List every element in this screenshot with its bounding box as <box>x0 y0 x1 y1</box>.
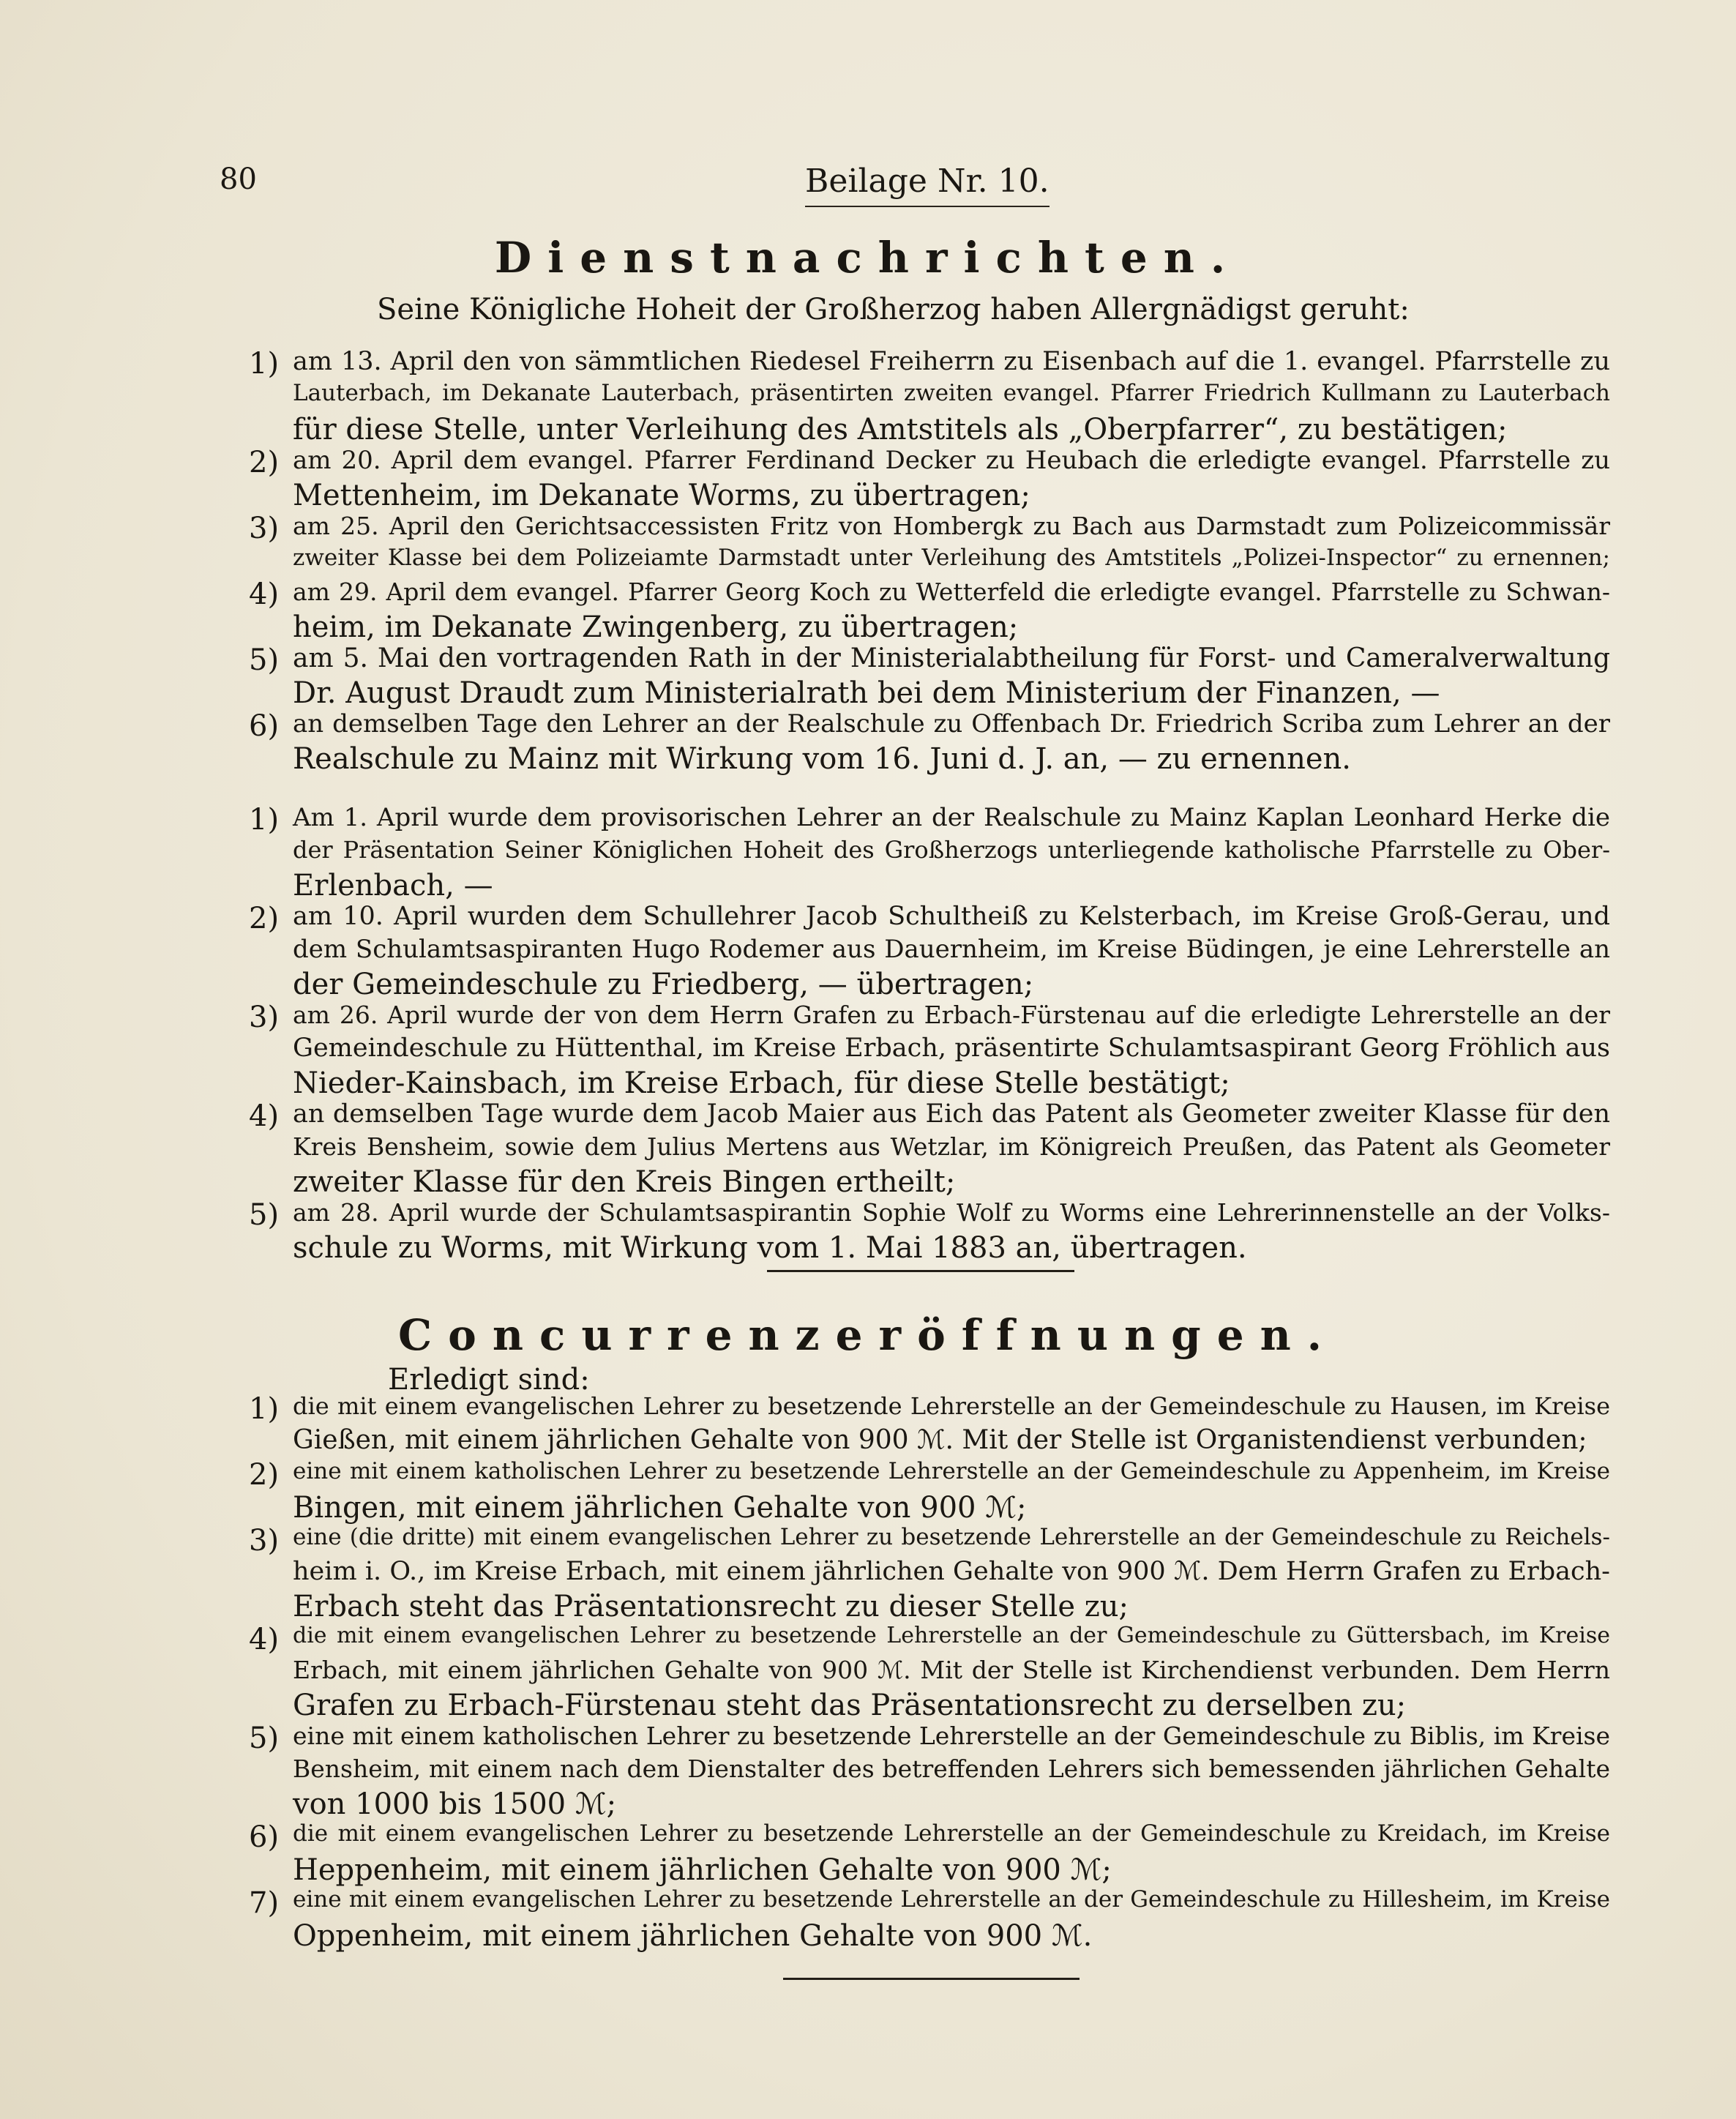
page-number: 80 <box>220 162 257 196</box>
item-line: zweiter Klasse bei dem Polizeiamte Darmstadt unter Verleihung des Amtstitels „Polizei-Inspector“ zu ernennen; <box>293 545 1610 571</box>
item-line: am 5. Mai den vortragenden Rath in der Ministerialabtheilung für Forst- und Cameralverwaltung <box>293 643 1610 673</box>
item-number: 6) <box>249 709 280 743</box>
item-line: eine mit einem katholischen Lehrer zu besetzende Lehrerstelle an der Gemeindeschule zu Appenheim, im Kreise <box>293 1458 1610 1484</box>
item-line: am 28. April wurde der Schulamtsaspirantin Sophie Wolf zu Worms eine Lehrerinnenstelle an der Volks- <box>293 1198 1610 1227</box>
item-number: 5) <box>249 1722 280 1755</box>
item-line: Dr. August Draudt zum Ministerialrath bei dem Ministerium der Finanzen, — <box>293 676 1440 710</box>
item-line: am 10. April wurden dem Schullehrer Jacob Schultheiß zu Kelsterbach, im Kreise Groß-Gerau, und <box>293 902 1610 931</box>
item-number: 3) <box>249 1524 280 1558</box>
item-number: 4) <box>249 1099 280 1133</box>
item-number: 7) <box>249 1886 280 1920</box>
item-line: eine mit einem katholischen Lehrer zu besetzende Lehrerstelle an der Gemeindeschule zu Biblis, im Kreise <box>293 1722 1610 1750</box>
item-line: Oppenheim, mit einem jährlichen Gehalte von 900 ℳ. <box>293 1919 1093 1953</box>
item-line: Realschule zu Mainz mit Wirkung vom 16. Juni d. J. an, — zu ernennen. <box>293 742 1351 776</box>
item-line: der Gemeindeschule zu Friedberg, — übertragen; <box>293 968 1034 1001</box>
item-line: Grafen zu Erbach-Fürstenau steht das Präsentationsrecht zu derselben zu; <box>293 1689 1407 1722</box>
item-number: 6) <box>249 1820 280 1854</box>
item-number: 1) <box>249 1392 280 1426</box>
item-number: 2) <box>249 1458 280 1492</box>
item-number: 2) <box>249 446 280 479</box>
item-line: für diese Stelle, unter Verleihung des Amtstitels als „Oberpfarrer“, zu bestätigen; <box>293 413 1508 446</box>
item-line: Heppenheim, mit einem jährlichen Gehalte von 900 ℳ; <box>293 1853 1112 1887</box>
item-line: am 13. April den von sämmtlichen Riedesel Freiherrn zu Eisenbach auf die 1. evangel. Pfarrstelle zu <box>293 347 1610 376</box>
item-line: Lauterbach, im Dekanate Lauterbach, präsentirten zweiten evangel. Pfarrer Friedrich Kullmann zu Lauterbach <box>293 380 1610 406</box>
item-line: am 20. April dem evangel. Pfarrer Ferdinand Decker zu Heubach die erledigte evangel. Pfarrstelle zu <box>293 446 1610 475</box>
item-line: am 26. April wurde der von dem Herrn Grafen zu Erbach-Fürstenau auf die erledigte Lehrerstelle an der <box>293 1001 1610 1029</box>
item-line: eine mit einem evangelischen Lehrer zu besetzende Lehrerstelle an der Gemeindeschule zu Hillesheim, im Kreise <box>293 1886 1610 1913</box>
item-line: Gießen, mit einem jährlichen Gehalte von 900 ℳ. Mit der Stelle ist Organistendienst verbunden; <box>293 1425 1587 1455</box>
running-head: Beilage Nr. 10. <box>805 162 1050 207</box>
item-line: Erbach, mit einem jährlichen Gehalte von 900 ℳ. Mit der Stelle ist Kirchendienst verbunden. Dem Herrn <box>293 1656 1610 1684</box>
item-line: heim, im Dekanate Zwingenberg, zu übertragen; <box>293 610 1019 644</box>
item-line: zweiter Klasse für den Kreis Bingen ertheilt; <box>293 1165 956 1199</box>
item-line: die mit einem evangelischen Lehrer zu besetzende Lehrerstelle an der Gemeindeschule zu Kreidach, im Kreise <box>293 1820 1610 1847</box>
item-line: die mit einem evangelischen Lehrer zu besetzende Lehrerstelle an der Gemeindeschule zu Güttersbach, im Kreise <box>293 1623 1610 1648</box>
item-line: der Präsentation Seiner Königlichen Hoheit des Großherzogs unterliegende katholische Pfarrstelle zu Ober- <box>293 836 1610 864</box>
item-line: dem Schulamtsaspiranten Hugo Rodemer aus Dauernheim, im Kreise Büdingen, je eine Lehrerstelle an <box>293 935 1610 964</box>
section-intro: Seine Königliche Hoheit der Großherzog haben Allergnädigst geruht: <box>377 293 1410 326</box>
item-line: Bensheim, mit einem nach dem Dienstalter des betreffenden Lehrers sich bemessenden jährlichen Gehalte <box>293 1754 1610 1783</box>
item-line: Kreis Bensheim, sowie dem Julius Mertens aus Wetzlar, im Königreich Preußen, das Patent als Geometer <box>293 1132 1610 1161</box>
item-line: an demselben Tage den Lehrer an der Realschule zu Offenbach Dr. Friedrich Scriba zum Lehrer an der <box>293 709 1610 739</box>
item-line: heim i. O., im Kreise Erbach, mit einem jährlichen Gehalte von 900 ℳ. Dem Herrn Grafen zu Erbach- <box>293 1557 1610 1586</box>
item-line: am 25. April den Gerichtsaccessisten Fritz von Hombergk zu Bach aus Darmstadt zum Polizeicommissär <box>293 512 1610 540</box>
item-line: Bingen, mit einem jährlichen Gehalte von 900 ℳ; <box>293 1491 1027 1525</box>
item-line: eine (die dritte) mit einem evangelischen Lehrer zu besetzende Lehrerstelle an der Gemeindeschule zu Reichels- <box>293 1524 1610 1550</box>
item-number: 3) <box>249 1001 280 1034</box>
item-line: an demselben Tage wurde dem Jacob Maier aus Eich das Patent als Geometer zweiter Klasse für den <box>293 1099 1610 1129</box>
item-line: Erlenbach, — <box>293 869 493 902</box>
item-number: 3) <box>249 512 280 545</box>
item-line: Gemeindeschule zu Hüttenthal, im Kreise Erbach, präsentirte Schulamtsaspirant Georg Fröhlich aus <box>293 1034 1610 1063</box>
item-number: 2) <box>249 902 280 935</box>
item-line: schule zu Worms, mit Wirkung vom 1. Mai 1883 an, übertragen. <box>293 1231 1247 1265</box>
item-number: 5) <box>249 1198 280 1232</box>
item-line: Am 1. April wurde dem provisorischen Lehrer an der Realschule zu Mainz Kaplan Leonhard Herke die <box>293 803 1610 832</box>
end-divider <box>783 1978 1080 1980</box>
item-line: von 1000 bis 1500 ℳ; <box>293 1787 617 1821</box>
item-number: 1) <box>249 803 280 837</box>
item-line: die mit einem evangelischen Lehrer zu besetzende Lehrerstelle an der Gemeindeschule zu Hausen, im Kreise <box>293 1392 1610 1420</box>
item-line: Nieder-Kainsbach, im Kreise Erbach, für diese Stelle bestätigt; <box>293 1066 1230 1100</box>
item-number: 4) <box>249 578 280 611</box>
section-title-dienstnachrichten: Dienstnachrichten. <box>494 233 1242 283</box>
item-number: 1) <box>249 347 280 381</box>
section-divider <box>767 1270 1074 1272</box>
item-line: Mettenheim, im Dekanate Worms, zu übertragen; <box>293 479 1030 512</box>
section-title-concurrenzeroeffnungen: Concurrenzeröffnungen. <box>398 1310 1338 1360</box>
item-line: Erbach steht das Präsentationsrecht zu dieser Stelle zu; <box>293 1590 1129 1623</box>
item-number: 4) <box>249 1623 280 1656</box>
item-number: 5) <box>249 643 280 677</box>
page-header <box>220 162 1669 206</box>
item-line: am 29. April dem evangel. Pfarrer Georg Koch zu Wetterfeld die erledigte evangel. Pfarrstelle zu Schwan- <box>293 578 1610 606</box>
section-intro: Erledigt sind: <box>388 1363 590 1397</box>
